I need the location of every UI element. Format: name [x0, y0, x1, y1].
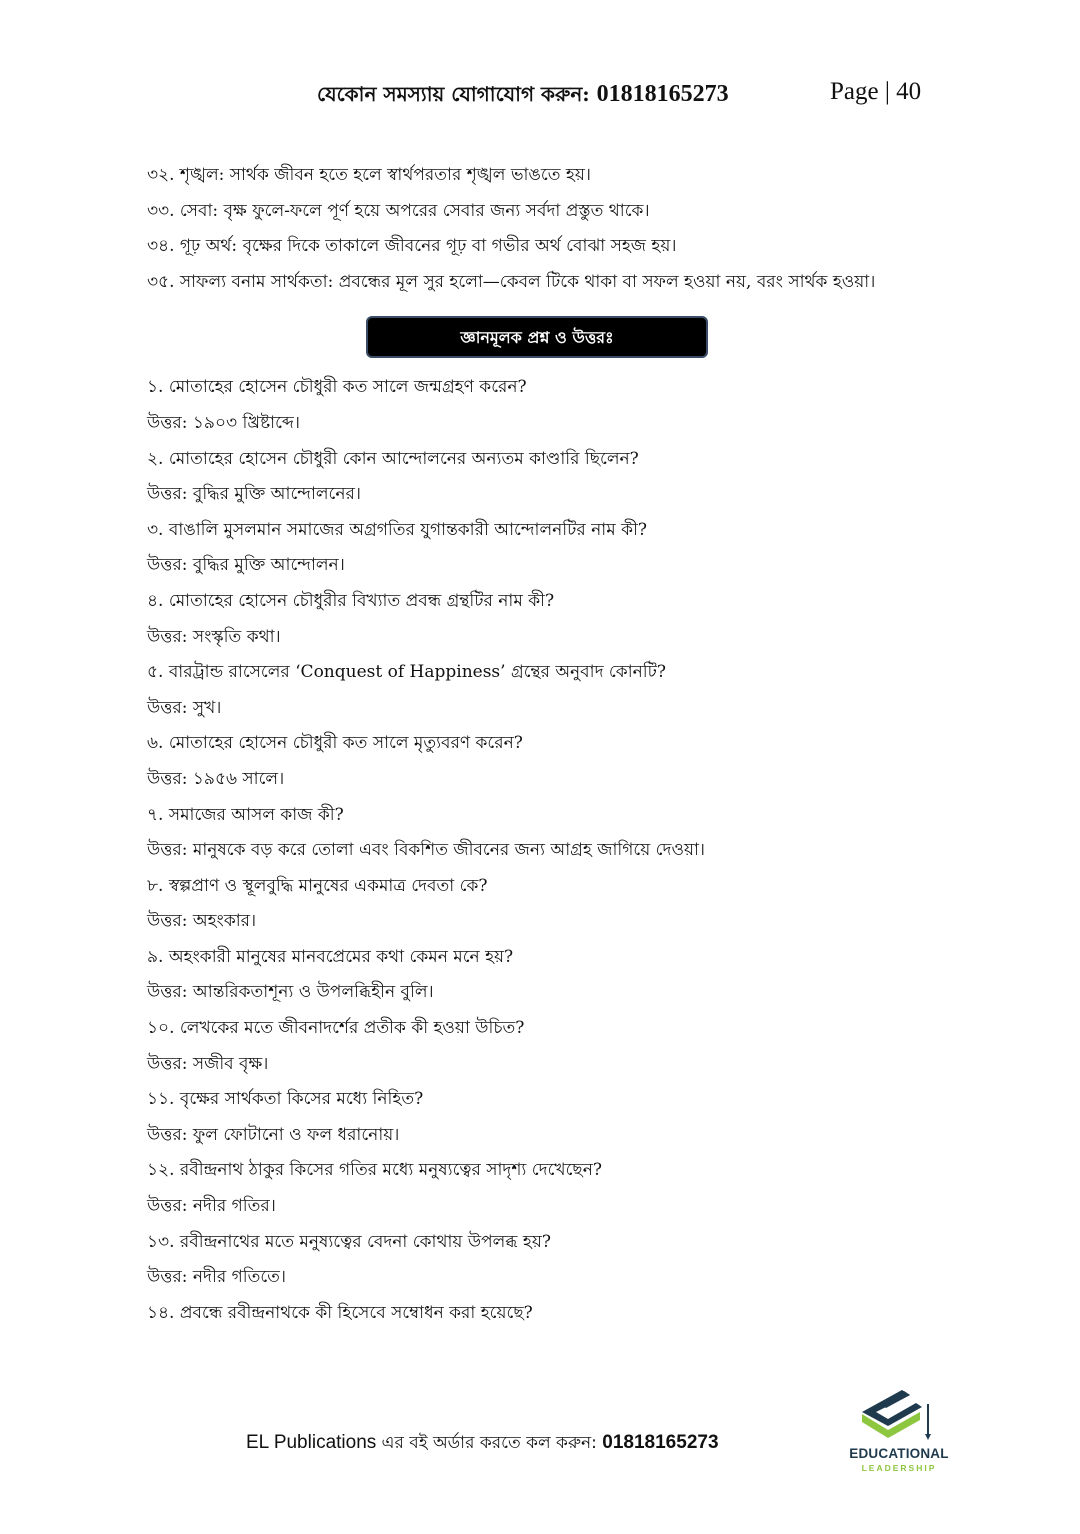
question: ১০. লেখকের মতে জীবনাদর্শের প্রতীক কী হওয়া উচিত?: [147, 1018, 525, 1039]
contact-label: যেকোন সমস্যায় যোগাযোগ করুন:: [317, 82, 597, 106]
qa-item: [147, 940, 929, 1011]
answer: উত্তর: আন্তরিকতাশূন্য ও উপলব্ধিহীন বুলি।: [147, 982, 434, 1003]
answer: উত্তর: নদীর গতিতে।: [147, 1267, 287, 1288]
qa-item: [147, 655, 929, 726]
section-banner-wrap: [147, 300, 929, 362]
question: ১৩. রবীন্দ্রনাথের মতে মনুষ্যত্বের বেদনা কোথায় উপলব্ধ হয়?: [147, 1231, 551, 1252]
logo-subtitle: LEADERSHIP: [861, 1463, 937, 1473]
answer: উত্তর: ফুল ফোটানো ও ফল ধরানোয়।: [147, 1124, 400, 1145]
qa-list: [147, 370, 929, 1331]
summary-point: ৩২. শৃঙ্খল: সার্থক জীবন হতে হলে স্বার্থপরতার শৃঙ্খল ভাঙতে হয়।: [147, 165, 591, 185]
answer: উত্তর: সুখ।: [147, 697, 222, 718]
question: ১. মোতাহের হোসেন চৌধুরী কত সালে জন্মগ্রহণ করেন?: [147, 377, 527, 398]
contact-phone: 01818165273: [596, 81, 729, 107]
section-heading: জ্ঞানমূলক প্রশ্ন ও উত্তরঃ: [366, 316, 708, 358]
summary-point: ৩৩. সেবা: বৃক্ষ ফুলে-ফলে পূর্ণ হয়ে অপরের সেবার জন্য সর্বদা প্রস্তুত থাকে।: [147, 200, 650, 221]
question: ২. মোতাহের হোসেন চৌধুরী কোন আন্দোলনের অন্যতম কাণ্ডারি ছিলেন?: [147, 448, 639, 469]
publisher-name: EL Publications: [246, 1432, 382, 1453]
answer: উত্তর: ১৯০৩ খ্রিষ্টাব্দে।: [147, 412, 300, 433]
question: ৪. মোতাহের হোসেন চৌধুরীর বিখ্যাত প্রবন্ধ গ্রন্থটির নাম কী?: [147, 590, 555, 611]
answer: উত্তর: বুদ্ধির মুক্তি আন্দোলন।: [147, 555, 345, 576]
qa-item: [147, 798, 929, 869]
qa-item: [147, 1011, 929, 1082]
graduation-cap-e-icon: [858, 1390, 942, 1446]
qa-item: [147, 1296, 929, 1332]
qa-item: [147, 584, 929, 655]
qa-item: [147, 513, 929, 584]
document-body: [147, 158, 929, 1331]
question: ৩. বাঙালি মুসলমান সমাজের অগ্রগতির যুগান্তকারী আন্দোলনটির নাম কী?: [147, 519, 647, 540]
summary-point: ৩৪. গূঢ় অর্থ: বৃক্ষের দিকে তাকালে জীবনের গূঢ় বা গভীর অর্থ বোঝা সহজ হয়।: [147, 236, 677, 257]
answer: উত্তর: অহংকার।: [147, 911, 257, 932]
qa-item: [147, 442, 929, 513]
question: ১২. রবীন্দ্রনাথ ঠাকুর কিসের গতির মধ্যে মনুষ্যত্বের সাদৃশ্য দেখেছেন?: [147, 1160, 602, 1181]
footer-phone: 01818165273: [602, 1432, 719, 1453]
question: ১১. বৃক্ষের সার্থকতা কিসের মধ্যে নিহিত?: [147, 1089, 424, 1110]
order-text: এর বই অর্ডার করতে কল করুন:: [381, 1433, 603, 1453]
answer: উত্তর: মানুষকে বড় করে তোলা এবং বিকশিত জীবনের জন্য আগ্রহ জাগিয়ে দেওয়া।: [147, 840, 705, 861]
question: ১৪. প্রবন্ধে রবীন্দ্রনাথকে কী হিসেবে সম্বোধন করা হয়েছে?: [147, 1302, 533, 1323]
educational-leadership-logo: [832, 1390, 966, 1482]
qa-item: [147, 1153, 929, 1224]
summary-points: [147, 158, 929, 300]
summary-point: ৩৫. সাফল্য বনাম সার্থকতা: প্রবন্ধের মূল সুর হলো—কেবল টিকে থাকা বা সফল হওয়া নয়, বরং সার্থক হওয়া।: [147, 271, 876, 292]
footer-order-info: [246, 1430, 719, 1458]
qa-item: [147, 726, 929, 797]
answer: উত্তর: বুদ্ধির মুক্তি আন্দোলনের।: [147, 484, 361, 505]
question: ৭. সমাজের আসল কাজ কী?: [147, 804, 344, 825]
answer: উত্তর: সংস্কৃতি কথা।: [147, 626, 281, 647]
question: ৯. অহংকারী মানুষের মানবপ্রেমের কথা কেমন মনে হয়?: [147, 946, 514, 967]
qa-item: [147, 1082, 929, 1153]
question: ৫. বারট্রান্ড রাসেলের ‘Conquest of Happiness’ গ্রন্থের অনুবাদ কোনটি?: [147, 662, 667, 683]
qa-item: [147, 869, 929, 940]
qa-item: [147, 1225, 929, 1296]
header-contact: [317, 80, 729, 113]
logo-title: EDUCATIONAL: [849, 1446, 949, 1461]
question: ৮. স্বল্পপ্রাণ ও স্থূলবুদ্ধি মানুষের একমাত্র দেবতা কে?: [147, 875, 488, 896]
answer: উত্তর: নদীর গতির।: [147, 1196, 276, 1217]
answer: উত্তর: ১৯৫৬ সালে।: [147, 768, 285, 789]
qa-item: [147, 370, 929, 441]
answer: উত্তর: সজীব বৃক্ষ।: [147, 1053, 269, 1074]
question: ৬. মোতাহের হোসেন চৌধুরী কত সালে মৃত্যুবরণ করেন?: [147, 733, 523, 754]
page-number: Page | 40: [830, 78, 922, 105]
page-header: [0, 76, 1080, 112]
